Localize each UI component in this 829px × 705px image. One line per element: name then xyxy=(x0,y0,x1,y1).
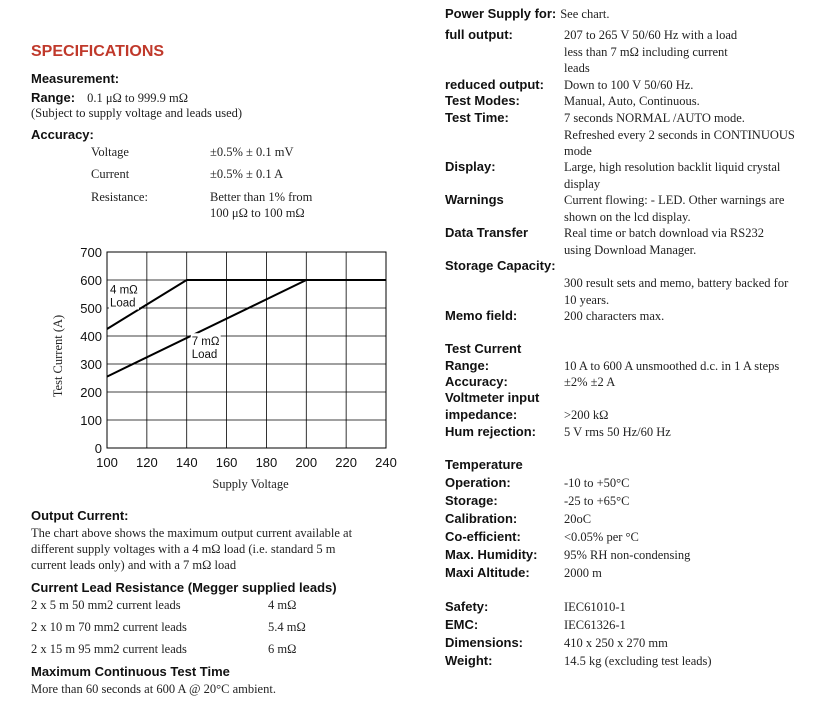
voltmeter-input-label: Voltmeter input xyxy=(445,390,540,405)
max-humidity-label: Max. Humidity: xyxy=(445,547,538,562)
storage-capacity-label: Storage Capacity: xyxy=(445,258,556,273)
x-tick-label: 140 xyxy=(175,455,198,470)
lead-row-2-value: 5.4 mΩ xyxy=(268,620,306,634)
memo-field-value: 200 characters max. xyxy=(564,309,665,323)
measurement-heading: Measurement: xyxy=(31,71,120,86)
x-tick-label: 100 xyxy=(96,455,118,470)
y-tick-label: 500 xyxy=(80,301,102,316)
safety-label: Safety: xyxy=(445,599,489,614)
accuracy-voltage-label: Voltage xyxy=(91,145,129,159)
calibration-label: Calibration: xyxy=(445,511,518,526)
data-transfer-value xyxy=(564,225,824,258)
operation-label: Operation: xyxy=(445,475,511,490)
series-line-1 xyxy=(107,280,386,329)
test-current-heading: Test Current xyxy=(445,341,522,356)
y-tick-label: 100 xyxy=(80,413,102,428)
storage-capacity-line-2: 10 years. xyxy=(564,292,610,307)
reduced-output-value xyxy=(564,77,814,94)
accuracy-current-label: Current xyxy=(91,167,130,181)
data-transfer-line-2: using Download Manager. xyxy=(564,242,697,257)
power-supply-label: Power Supply for: xyxy=(445,6,557,21)
impedance-label: impedance: xyxy=(445,407,518,422)
output-line-2: different supply voltages with a 4 mΩ load (i.e. standard 5 m xyxy=(31,542,336,556)
y-tick-label: 600 xyxy=(80,273,102,288)
tc-range-value: 10 A to 600 A unsmoothed d.c. in 1 A steps xyxy=(564,359,780,373)
test-time-label: Test Time: xyxy=(445,110,509,125)
max-altitude-label: Maxi Altitude: xyxy=(445,565,530,580)
warnings-line-1: Current flowing: - LED. Other warnings are xyxy=(564,193,785,207)
max-altitude-value: 2000 m xyxy=(564,566,602,580)
warnings-label: Warnings xyxy=(445,192,504,207)
plot-frame xyxy=(107,252,386,448)
test-modes-label: Test Modes: xyxy=(445,93,520,108)
power-supply-value: See chart. xyxy=(560,7,610,21)
accuracy-voltage-value: ±0.5% ± 0.1 mV xyxy=(210,145,294,159)
x-tick-label: 240 xyxy=(375,455,397,470)
series-label-2: 7 mΩ Load xyxy=(191,336,220,362)
accuracy-resistance-value: Better than 1% from xyxy=(210,190,313,204)
lead-resistance-heading: Current Lead Resistance (Megger supplied leads) xyxy=(31,580,337,595)
lead-row-2-name: 2 x 10 m 70 mm2 current leads xyxy=(31,620,187,634)
page-title: SPECIFICATIONS xyxy=(31,43,165,60)
x-tick-label: 120 xyxy=(136,455,158,470)
output-current-chart xyxy=(0,238,420,498)
storage-temp-value: -25 to +65°C xyxy=(564,494,630,508)
output-line-3: current leads only) and with a 7 mΩ load xyxy=(31,558,237,572)
accuracy-resistance-value-line2: 100 μΩ to 100 mΩ xyxy=(210,206,305,220)
max-humidity-value: 95% RH non-condensing xyxy=(564,548,691,562)
x-axis-label: Supply Voltage xyxy=(212,477,289,491)
display-line-1: Large, high resolution backlit liquid crystal xyxy=(564,160,781,174)
coefficient-value: <0.05% per °C xyxy=(564,530,639,544)
storage-temp-label: Storage: xyxy=(445,493,498,508)
accuracy-current-value: ±0.5% ± 0.1 A xyxy=(210,167,284,181)
chart-grid xyxy=(107,252,386,448)
range-value: 0.1 μΩ to 999.9 mΩ xyxy=(87,91,189,105)
warnings-value xyxy=(564,192,824,225)
y-tick-label: 300 xyxy=(80,357,102,372)
display-value xyxy=(564,159,824,192)
tc-accuracy-value: ±2% ±2 A xyxy=(564,375,616,389)
full-output-value xyxy=(564,27,814,77)
storage-capacity-line-1: 300 result sets and memo, battery backed for xyxy=(564,276,789,290)
dimensions-value: 410 x 250 x 270 mm xyxy=(564,636,668,650)
weight-value: 14.5 kg (excluding test leads) xyxy=(564,654,712,668)
x-tick-label: 220 xyxy=(335,455,357,470)
full-output-label: full output: xyxy=(445,27,513,42)
reduced-output-label: reduced output: xyxy=(445,77,544,92)
accuracy-resistance-label: Resistance: xyxy=(91,190,148,204)
x-tick-label: 180 xyxy=(255,455,278,470)
test-time-line-3: mode xyxy=(564,144,592,158)
temperature-heading: Temperature xyxy=(445,457,523,472)
safety-value: IEC61010-1 xyxy=(564,600,626,614)
chart-ticks xyxy=(80,245,397,470)
lead-row-1-name: 2 x 5 m 50 mm2 current leads xyxy=(31,598,181,612)
output-line-1: The chart above shows the maximum output current available at xyxy=(31,526,353,540)
test-modes-line-1: Manual, Auto, Continuous. xyxy=(564,94,700,108)
full-output-line-3: leads xyxy=(564,61,590,75)
y-axis-label: Test Current (A) xyxy=(51,314,65,398)
data-transfer-label: Data Transfer xyxy=(445,225,529,240)
y-tick-label: 700 xyxy=(80,245,102,260)
weight-label: Weight: xyxy=(445,653,493,668)
max-test-time-heading: Maximum Continuous Test Time xyxy=(31,664,230,679)
memo-field-label: Memo field: xyxy=(445,308,518,323)
dimensions-label: Dimensions: xyxy=(445,635,524,650)
lead-row-3-value: 6 mΩ xyxy=(268,642,297,656)
emc-value: IEC61326-1 xyxy=(564,618,626,632)
y-tick-label: 200 xyxy=(80,385,102,400)
max-test-time-text: More than 60 seconds at 600 A @ 20°C ambient. xyxy=(31,682,276,696)
impedance-value: >200 kΩ xyxy=(564,408,609,422)
y-tick-label: 0 xyxy=(94,441,102,456)
x-tick-label: 200 xyxy=(295,455,318,470)
chart-series xyxy=(107,280,386,377)
reduced-output-line-1: Down to 100 V 50/60 Hz. xyxy=(564,78,694,92)
series-line-2 xyxy=(107,280,386,377)
lead-row-1-value: 4 mΩ xyxy=(268,598,297,612)
range-label: Range: xyxy=(31,90,76,105)
emc-label: EMC: xyxy=(445,617,479,632)
x-tick-label: 160 xyxy=(215,455,238,470)
operation-value: -10 to +50°C xyxy=(564,476,630,490)
range-row xyxy=(31,89,188,107)
display-line-2: display xyxy=(564,176,601,191)
data-transfer-line-1: Real time or batch download via RS232 xyxy=(564,226,764,240)
calibration-value: 20oC xyxy=(564,512,592,526)
range-note: (Subject to supply voltage and leads used) xyxy=(31,106,243,120)
warnings-line-2: shown on the lcd display. xyxy=(564,209,691,224)
test-time-line-2: Refreshed every 2 seconds in CONTINUOUS xyxy=(564,127,795,142)
storage-capacity-value xyxy=(564,275,824,308)
display-label: Display: xyxy=(445,159,496,174)
hum-rejection-value: 5 V rms 50 Hz/60 Hz xyxy=(564,425,671,439)
output-current-heading: Output Current: xyxy=(31,508,129,523)
hum-rejection-label: Hum rejection: xyxy=(445,424,537,439)
test-modes-value xyxy=(564,93,814,110)
test-time-line-1: 7 seconds NORMAL /AUTO mode. xyxy=(564,111,745,125)
test-time-value xyxy=(564,110,824,160)
tc-accuracy-label: Accuracy: xyxy=(445,374,508,389)
full-output-line-1: 207 to 265 V 50/60 Hz with a load xyxy=(564,28,738,42)
lead-row-3-name: 2 x 15 m 95 mm2 current leads xyxy=(31,642,187,656)
accuracy-heading: Accuracy: xyxy=(31,127,94,142)
coefficient-label: Co-efficient: xyxy=(445,529,521,544)
full-output-line-2: less than 7 mΩ including current xyxy=(564,44,728,59)
y-tick-label: 400 xyxy=(80,329,102,344)
power-supply-row xyxy=(445,5,610,23)
tc-range-label: Range: xyxy=(445,358,490,373)
series-label-1: 4 mΩ Load xyxy=(109,284,138,310)
